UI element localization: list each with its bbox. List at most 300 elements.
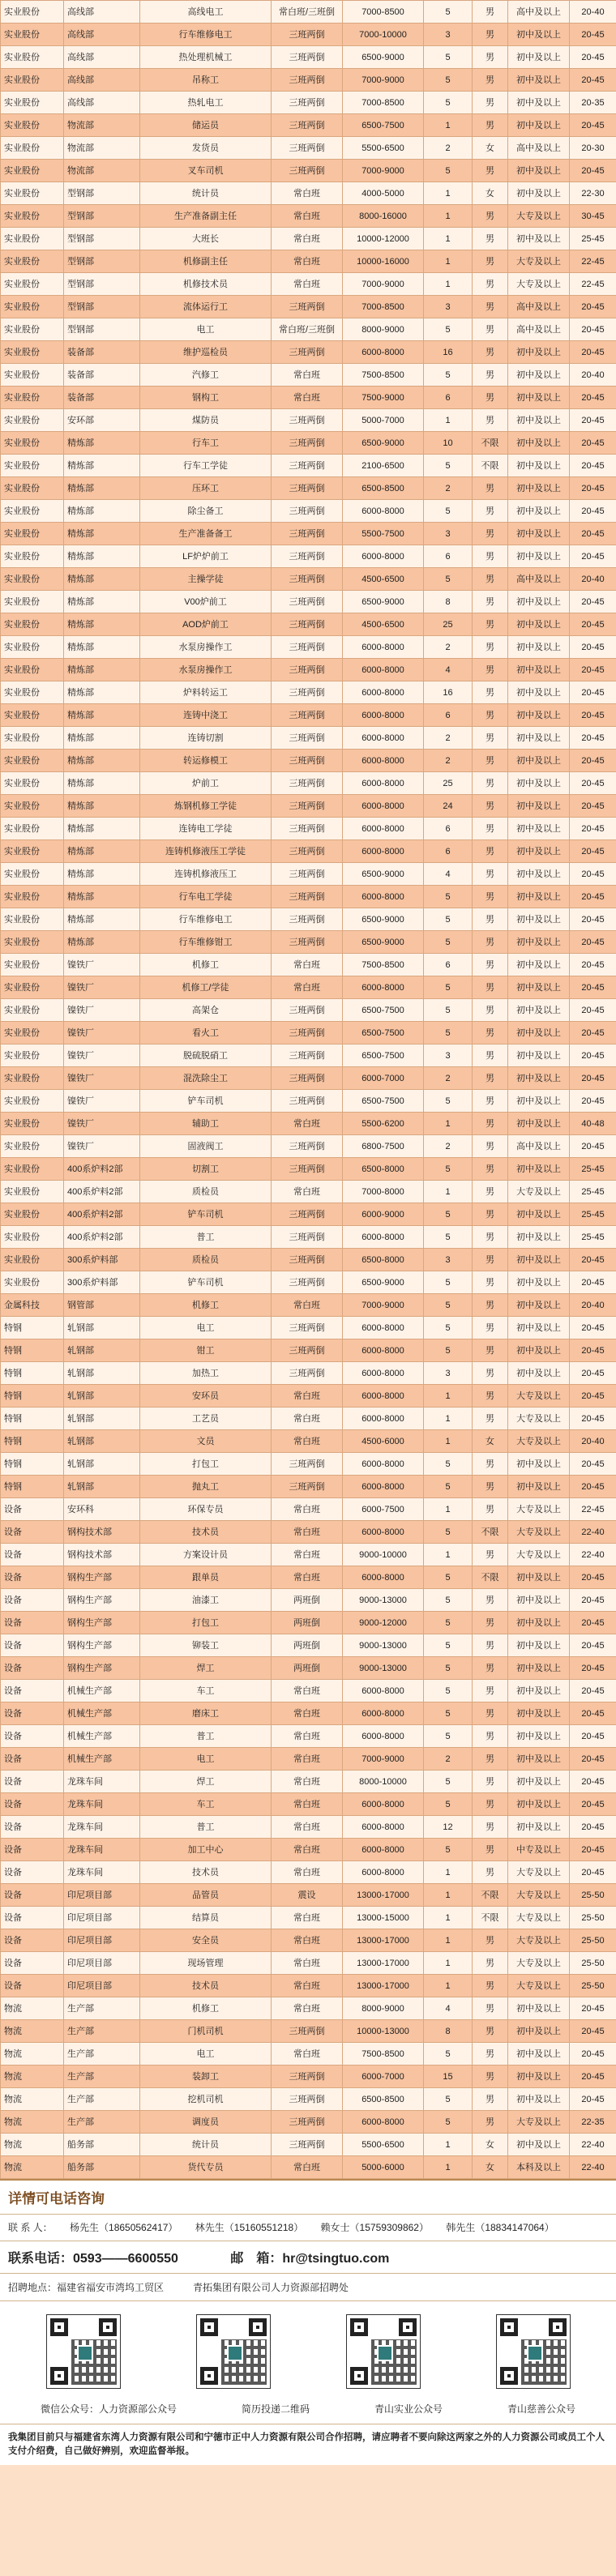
- cell-headcount: 5: [424, 1339, 473, 1362]
- cell-position: 机修技术员: [140, 273, 272, 296]
- cell-education: 高中及以上: [508, 318, 570, 341]
- cell-shift: 三班两倒: [272, 1090, 343, 1113]
- cell-salary: 6000-7000: [343, 1067, 424, 1090]
- cell-gender: 男: [473, 2111, 508, 2134]
- cell-salary: 6000-8000: [343, 636, 424, 659]
- cell-position: 油漆工: [140, 1589, 272, 1612]
- table-row: [1, 818, 616, 840]
- table-row: [1, 1657, 616, 1680]
- cell-education: 大专及以上: [508, 250, 570, 273]
- cell-education: 初中及以上: [508, 1680, 570, 1702]
- cell-department: 400系炉料2部: [64, 1158, 140, 1181]
- cell-department: 龙珠车间: [64, 1771, 140, 1793]
- cell-age: 20-45: [570, 727, 616, 750]
- cell-gender: 女: [473, 2134, 508, 2156]
- cell-company: 实业股份: [1, 727, 64, 750]
- cell-education: 初中及以上: [508, 1793, 570, 1816]
- table-row: [1, 1113, 616, 1135]
- cell-salary: 6000-8000: [343, 1385, 424, 1408]
- cell-age: 20-45: [570, 1566, 616, 1589]
- cell-headcount: 2: [424, 750, 473, 772]
- cell-education: 高中及以上: [508, 1135, 570, 1158]
- cell-company: 物流: [1, 2156, 64, 2179]
- cell-department: 印尼项目部: [64, 1907, 140, 1929]
- cell-shift: 三班两倒: [272, 1362, 343, 1385]
- cell-age: 25-50: [570, 1975, 616, 1997]
- cell-education: 大专及以上: [508, 273, 570, 296]
- cell-department: 生产部: [64, 2088, 140, 2111]
- cell-gender: 不限: [473, 1884, 508, 1907]
- cell-department: 精炼部: [64, 840, 140, 863]
- cell-salary: 13000-15000: [343, 1907, 424, 1929]
- cell-salary: 6000-8000: [343, 1317, 424, 1339]
- cell-age: 20-45: [570, 455, 616, 477]
- cell-department: 生产部: [64, 1997, 140, 2020]
- table-row: [1, 1544, 616, 1566]
- cell-shift: 三班两倒: [272, 1317, 343, 1339]
- cell-shift: 常白班: [272, 273, 343, 296]
- cell-department: 物流部: [64, 137, 140, 160]
- cell-gender: 男: [473, 591, 508, 613]
- cell-shift: 三班两倒: [272, 818, 343, 840]
- cell-shift: 三班两倒: [272, 1022, 343, 1044]
- cell-department: 轧钢部: [64, 1408, 140, 1430]
- cell-gender: 男: [473, 818, 508, 840]
- cell-education: 初中及以上: [508, 908, 570, 931]
- cell-education: 大专及以上: [508, 1952, 570, 1975]
- table-row: [1, 2065, 616, 2088]
- table-row: [1, 772, 616, 795]
- cell-company: 设备: [1, 1634, 64, 1657]
- cell-shift: 三班两倒: [272, 659, 343, 681]
- table-row: [1, 1861, 616, 1884]
- cell-salary: 5000-6000: [343, 2156, 424, 2179]
- cell-shift: 三班两倒: [272, 886, 343, 908]
- cell-age: 20-45: [570, 1680, 616, 1702]
- cell-salary: 7000-8500: [343, 92, 424, 114]
- cell-company: 实业股份: [1, 1044, 64, 1067]
- table-row: [1, 1249, 616, 1271]
- cell-education: 大专及以上: [508, 205, 570, 228]
- cell-gender: 男: [473, 1, 508, 23]
- cell-salary: 6000-8000: [343, 818, 424, 840]
- cell-shift: 常白班: [272, 1861, 343, 1884]
- cell-position: 方案设计员: [140, 1544, 272, 1566]
- cell-salary: 6000-8000: [343, 1702, 424, 1725]
- qr-code-charity: [496, 2314, 571, 2389]
- cell-headcount: 5: [424, 908, 473, 931]
- cell-headcount: 5: [424, 2111, 473, 2134]
- cell-department: 龙珠车间: [64, 1816, 140, 1839]
- cell-headcount: 5: [424, 1022, 473, 1044]
- cell-age: 20-45: [570, 341, 616, 364]
- cell-shift: 三班两倒: [272, 2088, 343, 2111]
- cell-company: 实业股份: [1, 886, 64, 908]
- cell-education: 初中及以上: [508, 1203, 570, 1226]
- cell-salary: 6000-8000: [343, 1362, 424, 1385]
- cell-company: 实业股份: [1, 160, 64, 182]
- cell-education: 大专及以上: [508, 1884, 570, 1907]
- cell-salary: 13000-17000: [343, 1929, 424, 1952]
- cell-position: 统计员: [140, 2134, 272, 2156]
- cell-age: 22-45: [570, 250, 616, 273]
- cell-department: 精炼部: [64, 727, 140, 750]
- cell-shift: 两班倒: [272, 1612, 343, 1634]
- cell-shift: 常白班: [272, 1748, 343, 1771]
- cell-position: 统计员: [140, 182, 272, 205]
- cell-gender: 男: [473, 1317, 508, 1339]
- table-row: [1, 1453, 616, 1476]
- cell-age: 20-45: [570, 772, 616, 795]
- cell-position: 加热工: [140, 1362, 272, 1385]
- cell-headcount: 16: [424, 341, 473, 364]
- cell-age: 20-45: [570, 681, 616, 704]
- cell-department: 机械生产部: [64, 1680, 140, 1702]
- cell-age: 20-45: [570, 1634, 616, 1657]
- cell-headcount: 4: [424, 659, 473, 681]
- cell-shift: 三班两倒: [272, 500, 343, 523]
- cell-department: 镍铁厂: [64, 1090, 140, 1113]
- cell-salary: 4000-5000: [343, 182, 424, 205]
- cell-salary: 6000-8000: [343, 1793, 424, 1816]
- cell-age: 20-45: [570, 545, 616, 568]
- qr-label-3: 青山实业公众号: [374, 2403, 443, 2415]
- cell-gender: 男: [473, 954, 508, 976]
- cell-position: 炉料转运工: [140, 681, 272, 704]
- cell-department: 型钢部: [64, 296, 140, 318]
- cell-age: 25-45: [570, 1203, 616, 1226]
- cell-department: 精炼部: [64, 704, 140, 727]
- cell-position: 门机司机: [140, 2020, 272, 2043]
- cell-gender: 男: [473, 1975, 508, 1997]
- cell-age: 20-45: [570, 2065, 616, 2088]
- table-row: [1, 1884, 616, 1907]
- cell-department: 精炼部: [64, 818, 140, 840]
- cell-shift: 三班两倒: [272, 908, 343, 931]
- cell-company: 实业股份: [1, 840, 64, 863]
- cell-department: 龙珠车间: [64, 1793, 140, 1816]
- table-row: [1, 1634, 616, 1657]
- cell-salary: 13000-17000: [343, 1952, 424, 1975]
- qr-row: [0, 2301, 616, 2397]
- table-row: [1, 432, 616, 455]
- table-row: [1, 681, 616, 704]
- contact-1: 杨先生（18650562417）: [70, 2222, 178, 2233]
- cell-shift: 常白班: [272, 205, 343, 228]
- cell-age: 20-45: [570, 1090, 616, 1113]
- cell-gender: 男: [473, 1997, 508, 2020]
- cell-education: 初中及以上: [508, 931, 570, 954]
- cell-headcount: 1: [424, 1907, 473, 1929]
- cell-age: 20-45: [570, 2043, 616, 2065]
- cell-position: 高线电工: [140, 1, 272, 23]
- logo-icon: [77, 2345, 93, 2361]
- cell-gender: 女: [473, 182, 508, 205]
- cell-position: 固液阀工: [140, 1135, 272, 1158]
- cell-shift: 常白班: [272, 387, 343, 409]
- cell-gender: 男: [473, 976, 508, 999]
- table-row: [1, 318, 616, 341]
- cell-department: 型钢部: [64, 205, 140, 228]
- cell-headcount: 5: [424, 1771, 473, 1793]
- table-row: [1, 659, 616, 681]
- cell-gender: 男: [473, 795, 508, 818]
- cell-salary: 7000-9000: [343, 69, 424, 92]
- cell-company: 物流: [1, 2088, 64, 2111]
- table-row: [1, 1067, 616, 1090]
- cell-position: AOD炉前工: [140, 613, 272, 636]
- cell-company: 设备: [1, 1680, 64, 1702]
- cell-position: 水泵房操作工: [140, 659, 272, 681]
- cell-department: 精炼部: [64, 636, 140, 659]
- cell-salary: 7000-8500: [343, 1, 424, 23]
- cell-position: 机修工: [140, 1294, 272, 1317]
- cell-headcount: 6: [424, 840, 473, 863]
- cell-headcount: 5: [424, 1566, 473, 1589]
- cell-headcount: 1: [424, 273, 473, 296]
- cell-education: 初中及以上: [508, 976, 570, 999]
- cell-headcount: 5: [424, 1657, 473, 1680]
- cell-age: 20-45: [570, 2088, 616, 2111]
- cell-department: 高线部: [64, 1, 140, 23]
- cell-shift: 三班两倒: [272, 863, 343, 886]
- cell-position: 炉前工: [140, 772, 272, 795]
- cell-gender: 男: [473, 931, 508, 954]
- cell-gender: 女: [473, 1430, 508, 1453]
- cell-age: 20-30: [570, 137, 616, 160]
- cell-age: 30-45: [570, 205, 616, 228]
- table-row: [1, 1317, 616, 1339]
- cell-salary: 7000-9000: [343, 273, 424, 296]
- email: 邮 箱：hr@tsingtuo.com: [230, 2252, 390, 2266]
- table-row: [1, 1566, 616, 1589]
- cell-position: 加工中心: [140, 1839, 272, 1861]
- table-row: [1, 1430, 616, 1453]
- cell-department: 精炼部: [64, 568, 140, 591]
- cell-salary: 6000-8000: [343, 1680, 424, 1702]
- cell-shift: 三班两倒: [272, 69, 343, 92]
- table-row: [1, 2134, 616, 2156]
- cell-gender: 男: [473, 1702, 508, 1725]
- cell-age: 20-40: [570, 568, 616, 591]
- cell-department: 精炼部: [64, 795, 140, 818]
- cell-age: 22-45: [570, 1498, 616, 1521]
- phone: 联系电话：0593——6600550: [8, 2252, 178, 2266]
- cell-headcount: 5: [424, 1612, 473, 1634]
- cell-age: 25-45: [570, 228, 616, 250]
- cell-gender: 不限: [473, 1566, 508, 1589]
- cell-company: 设备: [1, 1907, 64, 1929]
- cell-gender: 男: [473, 840, 508, 863]
- cell-department: 镍铁厂: [64, 1113, 140, 1135]
- cell-company: 实业股份: [1, 114, 64, 137]
- cell-age: 20-45: [570, 1861, 616, 1884]
- cell-salary: 6000-8000: [343, 1861, 424, 1884]
- table-row: [1, 2156, 616, 2179]
- cell-company: 实业股份: [1, 704, 64, 727]
- cell-position: 铲车司机: [140, 1090, 272, 1113]
- cell-salary: 5500-6200: [343, 1113, 424, 1135]
- cell-shift: 常白班: [272, 954, 343, 976]
- cell-department: 精炼部: [64, 523, 140, 545]
- cell-headcount: 5: [424, 931, 473, 954]
- cell-salary: 5500-6500: [343, 2134, 424, 2156]
- table-row: [1, 1090, 616, 1113]
- table-row: [1, 409, 616, 432]
- cell-gender: 男: [473, 477, 508, 500]
- table-row: [1, 954, 616, 976]
- cell-gender: 男: [473, 1181, 508, 1203]
- cell-company: 特钢: [1, 1476, 64, 1498]
- cell-gender: 男: [473, 409, 508, 432]
- cell-education: 初中及以上: [508, 341, 570, 364]
- cell-position: 焊工: [140, 1771, 272, 1793]
- cell-gender: 男: [473, 1226, 508, 1249]
- cell-gender: 不限: [473, 1907, 508, 1929]
- cell-position: 普工: [140, 1226, 272, 1249]
- cell-department: 钢构生产部: [64, 1657, 140, 1680]
- cell-shift: 三班两倒: [272, 681, 343, 704]
- cell-company: 实业股份: [1, 659, 64, 681]
- cell-education: 初中及以上: [508, 999, 570, 1022]
- cell-headcount: 1: [424, 182, 473, 205]
- cell-gender: 男: [473, 1839, 508, 1861]
- cell-education: 本科及以上: [508, 2156, 570, 2179]
- cell-position: 储运员: [140, 114, 272, 137]
- cell-shift: 三班两倒: [272, 114, 343, 137]
- table-row: [1, 636, 616, 659]
- cell-salary: 6500-9000: [343, 46, 424, 69]
- cell-salary: 7000-8000: [343, 1181, 424, 1203]
- cell-shift: 两班倒: [272, 1589, 343, 1612]
- cell-shift: 常白班: [272, 1544, 343, 1566]
- cell-salary: 4500-6500: [343, 568, 424, 591]
- cell-department: 物流部: [64, 160, 140, 182]
- cell-department: 400系炉料2部: [64, 1181, 140, 1203]
- cell-salary: 6500-7500: [343, 999, 424, 1022]
- cell-education: 初中及以上: [508, 1158, 570, 1181]
- cell-salary: 10000-12000: [343, 228, 424, 250]
- cell-education: 初中及以上: [508, 591, 570, 613]
- cell-company: 实业股份: [1, 250, 64, 273]
- cell-department: 镍铁厂: [64, 954, 140, 976]
- cell-department: 机械生产部: [64, 1702, 140, 1725]
- cell-shift: 震设: [272, 1884, 343, 1907]
- cell-company: 设备: [1, 1975, 64, 1997]
- cell-position: 车工: [140, 1793, 272, 1816]
- cell-shift: 三班两倒: [272, 545, 343, 568]
- cell-education: 初中及以上: [508, 1271, 570, 1294]
- cell-headcount: 5: [424, 1453, 473, 1476]
- cell-shift: 三班两倒: [272, 409, 343, 432]
- cell-education: 初中及以上: [508, 1226, 570, 1249]
- cell-gender: 男: [473, 250, 508, 273]
- table-row: [1, 1203, 616, 1226]
- cell-age: 20-45: [570, 1997, 616, 2020]
- cell-gender: 女: [473, 2156, 508, 2179]
- cell-education: 初中及以上: [508, 840, 570, 863]
- cell-department: 精炼部: [64, 432, 140, 455]
- cell-salary: 6000-8000: [343, 840, 424, 863]
- cell-headcount: 1: [424, 1929, 473, 1952]
- cell-shift: 三班两倒: [272, 795, 343, 818]
- cell-company: 实业股份: [1, 1113, 64, 1135]
- cell-education: 大专及以上: [508, 1929, 570, 1952]
- cell-position: 质检员: [140, 1181, 272, 1203]
- cell-shift: 三班两倒: [272, 1158, 343, 1181]
- cell-headcount: 1: [424, 228, 473, 250]
- cell-age: 20-45: [570, 69, 616, 92]
- cell-position: 连铸电工学徒: [140, 818, 272, 840]
- cell-gender: 男: [473, 772, 508, 795]
- cell-salary: 2100-6500: [343, 455, 424, 477]
- cell-age: 20-45: [570, 318, 616, 341]
- cell-age: 20-45: [570, 1748, 616, 1771]
- cell-salary: 6500-9000: [343, 432, 424, 455]
- cell-headcount: 1: [424, 114, 473, 137]
- cell-shift: 三班两倒: [272, 1249, 343, 1271]
- cell-headcount: 5: [424, 69, 473, 92]
- cell-position: 钳工: [140, 1339, 272, 1362]
- cell-age: 22-40: [570, 1544, 616, 1566]
- cell-position: 焊工: [140, 1657, 272, 1680]
- table-row: [1, 1816, 616, 1839]
- cell-department: 钢构技术部: [64, 1544, 140, 1566]
- cell-position: 压环工: [140, 477, 272, 500]
- cell-salary: 7500-8500: [343, 364, 424, 387]
- cell-company: 实业股份: [1, 387, 64, 409]
- cell-company: 实业股份: [1, 137, 64, 160]
- cell-position: 普工: [140, 1725, 272, 1748]
- cell-department: 钢构技术部: [64, 1521, 140, 1544]
- cell-age: 20-45: [570, 523, 616, 545]
- cell-education: 初中及以上: [508, 1453, 570, 1476]
- cell-age: 20-45: [570, 908, 616, 931]
- cell-gender: 男: [473, 1816, 508, 1839]
- cell-shift: 三班两倒: [272, 2065, 343, 2088]
- cell-headcount: 5: [424, 1589, 473, 1612]
- cell-gender: 男: [473, 114, 508, 137]
- cell-salary: 6000-8000: [343, 750, 424, 772]
- cell-shift: 三班两倒: [272, 477, 343, 500]
- cell-gender: 男: [473, 1158, 508, 1181]
- table-row: [1, 1702, 616, 1725]
- cell-company: 物流: [1, 2065, 64, 2088]
- cell-gender: 男: [473, 1634, 508, 1657]
- cell-department: 船务部: [64, 2134, 140, 2156]
- cell-salary: 7000-9000: [343, 160, 424, 182]
- cell-headcount: 6: [424, 387, 473, 409]
- cell-shift: 常白班: [272, 1113, 343, 1135]
- cell-position: 文员: [140, 1430, 272, 1453]
- cell-shift: 常白班/三班倒: [272, 1, 343, 23]
- cell-salary: 6000-8000: [343, 1453, 424, 1476]
- cell-shift: 常白班: [272, 250, 343, 273]
- cell-education: 初中及以上: [508, 954, 570, 976]
- table-row: [1, 1589, 616, 1612]
- cell-age: 20-45: [570, 1793, 616, 1816]
- cell-headcount: 1: [424, 1861, 473, 1884]
- cell-education: 初中及以上: [508, 1634, 570, 1657]
- cell-headcount: 4: [424, 1997, 473, 2020]
- cell-shift: 常白班: [272, 2043, 343, 2065]
- cell-company: 设备: [1, 1929, 64, 1952]
- cell-company: 实业股份: [1, 613, 64, 636]
- cell-headcount: 1: [424, 1498, 473, 1521]
- cell-shift: 三班两倒: [272, 2134, 343, 2156]
- cell-company: 实业股份: [1, 409, 64, 432]
- cell-age: 25-50: [570, 1907, 616, 1929]
